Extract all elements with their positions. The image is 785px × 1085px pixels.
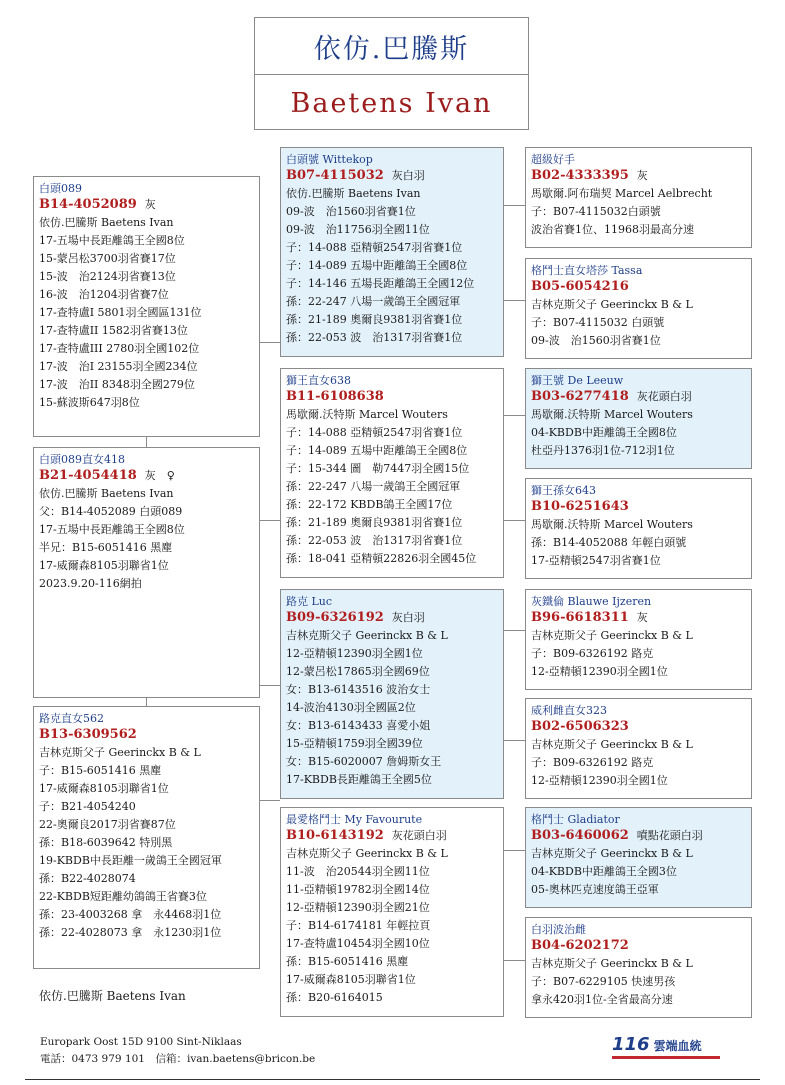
pedigree-detail-line: 吉林克斯父子 Geerinckx B & L [531, 298, 693, 311]
ring-number-row [531, 609, 746, 627]
pedigree-detail-line: 17-威爾森8105羽聯省1位 [39, 559, 169, 572]
pedigree-card-great-grandparent [525, 917, 752, 1018]
pedigree-detail-line: 22-KBDB短距離幼鴿鴿王省賽3位 [39, 890, 207, 903]
pedigree-detail-line: 09-波 治1560羽省賽1位 [531, 334, 661, 347]
pedigree-detail-line: 子：B21-4054240 [39, 800, 136, 813]
pedigree-detail-line: 孫：21-189 奧爾良9381羽省賽1位 [286, 516, 463, 529]
pedigree-detail-line: 子：B07-4115032 白頭號 [531, 316, 665, 329]
brand-logo [612, 1034, 722, 1056]
ring-number: B02-6506323 [531, 719, 629, 734]
ring-number-row [531, 718, 746, 736]
pigeon-name: 獅王孫女643 [531, 484, 596, 497]
pedigree-detail-line: 孫：B18-6039642 特別黑 [39, 836, 173, 849]
pedigree-detail-line: 05-奧林匹克速度鴿王亞軍 [531, 883, 659, 896]
pedigree-detail-line: 吉林克斯父子 Geerinckx B & L [286, 847, 448, 860]
pedigree-card-great-grandparent [525, 698, 752, 799]
pedigree-card-great-grandparent [525, 147, 752, 248]
pedigree-detail-line: 17-查特盧III 2780羽全國102位 [39, 342, 200, 355]
pedigree-detail-line: 17-亞精頓2547羽省賽1位 [531, 554, 661, 567]
ring-number-row [286, 827, 498, 845]
pigeon-name: 白羽波治雌 [531, 923, 586, 936]
pedigree-card-sire-sire [280, 147, 504, 357]
pedigree-detail-line: 16-波 治1204羽省賽7位 [39, 288, 169, 301]
pedigree-detail-line: 孫：18-041 亞精頓22826羽全國45位 [286, 552, 477, 565]
pedigree-detail-line: 吉林克斯父子 Geerinckx B & L [531, 738, 693, 751]
pedigree-detail-line: 17-波 治II 8348羽全國279位 [39, 378, 195, 391]
owner-latin-title: Baetens Ivan [290, 87, 493, 119]
pedigree-detail-line: 17-查特盧II 1582羽省賽13位 [39, 324, 188, 337]
pigeon-name: 灰鐵倫 Blauwe Ijzeren [531, 595, 652, 608]
connector-line [504, 520, 525, 521]
pedigree-detail-line: 杜亞丹1376羽1位-712羽1位 [531, 444, 675, 457]
pigeon-name: 獅王直女638 [286, 374, 351, 387]
pedigree-detail-line: 14-波治4130羽全國區2位 [286, 701, 416, 714]
pedigree-detail-line: 12-亞精頓12390羽全國1位 [531, 774, 668, 787]
pedigree-detail-line: 拿永420羽1位-全省最高分速 [531, 993, 673, 1006]
ring-number-row [531, 388, 746, 406]
pigeon-name: 威利雌直女323 [531, 704, 607, 717]
connector-line [260, 520, 280, 521]
pedigree-detail-line: 12-亞精頓12390羽全國21位 [286, 901, 430, 914]
pedigree-detail-line: 09-波 治1560羽省賽1位 [286, 205, 416, 218]
ring-number: B14-4052089 [39, 197, 137, 212]
pedigree-card-great-grandparent [525, 589, 752, 690]
pedigree-detail-line: 子：14-089 五場中距離鴿王全國8位 [286, 259, 468, 272]
pedigree-detail-line: 吉林克斯父子 Geerinckx B & L [531, 957, 693, 970]
ring-number-row [39, 467, 254, 485]
connector-line [146, 698, 147, 706]
pedigree-detail-line: 父：B14-4052089 白頭089 [39, 505, 183, 518]
ring-number: B02-4333395 [531, 168, 629, 183]
pedigree-detail-line: 女：B13-6143433 喜愛小姐 [286, 719, 431, 732]
pedigree-detail-line: 馬歇爾.阿布瑞契 Marcel Aelbrecht [531, 187, 713, 200]
ring-number: B03-6460062 [531, 828, 629, 843]
logo-text: 雲端血統 [653, 1039, 702, 1053]
footer-phone-email: 電話：0473 979 101 信箱：ivan.baetens@bricon.be [40, 1053, 316, 1065]
ring-number-row [531, 937, 746, 955]
pedigree-detail-line: 11-亞精頓19782羽全國14位 [286, 883, 430, 896]
pigeon-color: 灰 [636, 169, 648, 182]
ring-number-row [531, 827, 746, 845]
pedigree-detail-line: 波治省賽1位、11968羽最高分速 [531, 223, 694, 236]
ring-number-row [286, 388, 498, 406]
ring-number: B96-6618311 [531, 610, 629, 625]
pedigree-detail-line: 17-KBDB長距離鴿王全國5位 [286, 773, 432, 786]
pedigree-detail-line: 04-KBDB中距離鴿王全國8位 [531, 426, 677, 439]
pigeon-name: 白頭089直女418 [39, 453, 125, 466]
pedigree-detail-line: 17-五場中長距離鴿王全國8位 [39, 234, 185, 247]
pedigree-detail-line: 2023.9.20-116網拍 [39, 577, 142, 590]
pigeon-name: 白頭號 Wittekop [286, 153, 373, 166]
pigeon-name: 格鬥士 Gladiator [531, 813, 620, 826]
connector-line [260, 342, 280, 343]
pedigree-detail-line: 17-波 治I 23155羽全國234位 [39, 360, 198, 373]
pedigree-detail-line: 15-蘇波斯647羽8位 [39, 396, 140, 409]
pedigree-detail-line: 吉林克斯父子 Geerinckx B & L [39, 746, 201, 759]
pedigree-detail-line: 女：B13-6143516 波治女士 [286, 683, 431, 696]
pedigree-detail-line: 半兄：B15-6051416 黑塵 [39, 541, 173, 554]
pigeon-name: 路克直女562 [39, 712, 104, 725]
pedigree-detail-line: 子：B15-6051416 黑塵 [39, 764, 162, 777]
pedigree-detail-line: 女：B15-6020007 詹姆斯女王 [286, 755, 442, 768]
pedigree-detail-line: 11-波 治20544羽全國11位 [286, 865, 430, 878]
pedigree-card-great-grandparent [525, 368, 752, 469]
pedigree-card-great-grandparent [525, 258, 752, 359]
pedigree-card-great-grandparent [525, 807, 752, 908]
logo-underline [612, 1056, 720, 1059]
ring-number-row [39, 726, 254, 744]
pedigree-detail-line: 12-蒙呂松17865羽全國69位 [286, 665, 430, 678]
ring-number: B09-6326192 [286, 610, 384, 625]
pedigree-header [254, 17, 529, 130]
pedigree-detail-line: 子：15-344 圖 勒7447羽全國15位 [286, 462, 470, 475]
pedigree-detail-line: 22-奧爾良2017羽省賽87位 [39, 818, 176, 831]
connector-line [260, 685, 280, 686]
pedigree-detail-line: 子：B07-6229105 快速男孩 [531, 975, 676, 988]
footer-address: Europark Oost 15D 9100 Sint-Niklaas [40, 1036, 242, 1048]
pedigree-detail-line: 孫：23-4003268 拿 永4468羽1位 [39, 908, 222, 921]
ring-number-row [531, 278, 746, 296]
pedigree-detail-line: 孫：B22-4028074 [39, 872, 136, 885]
pigeon-name: 最愛格鬥士 My Favourute [286, 813, 423, 826]
pedigree-card-sire [33, 176, 260, 437]
connector-line [504, 740, 525, 741]
ring-number-row [39, 196, 254, 214]
pedigree-detail-line: 15-蒙呂松3700羽省賽17位 [39, 252, 176, 265]
ring-number: B05-6054216 [531, 279, 629, 294]
pedigree-detail-line: 孫：22-4028073 拿 永1230羽1位 [39, 926, 222, 939]
pigeon-color: 灰花頭白羽 [636, 390, 692, 403]
logo-number: 116 [612, 1034, 650, 1055]
pedigree-detail-line: 孫：22-172 KBDB鴿王全國17位 [286, 498, 453, 511]
pedigree-detail-line: 馬歇爾.沃特斯 Marcel Wouters [286, 408, 448, 421]
pigeon-name: 獅王號 De Leeuw [531, 374, 624, 387]
pedigree-detail-line: 15-波 治2124羽省賽13位 [39, 270, 176, 283]
connector-line [504, 630, 525, 631]
pedigree-detail-line: 馬歇爾.沃特斯 Marcel Wouters [531, 518, 693, 531]
ring-number: B07-4115032 [286, 168, 384, 183]
pedigree-detail-line: 孫：22-053 波 治1317羽省賽1位 [286, 331, 463, 344]
pigeon-name: 格鬥士直女塔莎 Tassa [531, 264, 643, 277]
pedigree-card-subject [33, 447, 260, 698]
pedigree-detail-line: 孫：B20-6164015 [286, 991, 383, 1004]
pedigree-detail-line: 孫：B15-6051416 黑塵 [286, 955, 409, 968]
pedigree-detail-line: 子：14-088 亞精頓2547羽省賽1位 [286, 241, 463, 254]
footer-divider [25, 1079, 760, 1080]
pedigree-detail-line: 子：B07-4115032白頭號 [531, 205, 661, 218]
ring-number-row [531, 498, 746, 516]
pedigree-detail-line: 孫：21-189 奧爾良9381羽省賽1位 [286, 313, 463, 326]
pedigree-card-dam [33, 706, 260, 969]
pigeon-color: 灰 [636, 611, 648, 624]
pigeon-color: 灰 [144, 198, 156, 211]
pigeon-color: 灰白羽 [391, 169, 425, 182]
pedigree-detail-line: 子：14-088 亞精頓2547羽省賽1位 [286, 426, 463, 439]
pedigree-detail-line: 馬歇爾.沃特斯 Marcel Wouters [531, 408, 693, 421]
pedigree-detail-line: 依仿.巴騰斯 Baetens Ivan [286, 187, 421, 200]
ring-number: B13-6309562 [39, 727, 137, 742]
pedigree-detail-line: 09-波 治11756羽全國11位 [286, 223, 430, 236]
pigeon-color: 灰白羽 [391, 611, 425, 624]
pedigree-card-dam-dam [280, 807, 504, 1017]
pedigree-detail-line: 15-亞精頓1759羽全國39位 [286, 737, 423, 750]
pigeon-name: 路克 Luc [286, 595, 333, 608]
connector-line [504, 300, 525, 301]
pedigree-detail-line: 子：B14-6174181 年輕拉頁 [286, 919, 431, 932]
ring-number: B21-4054418 [39, 468, 137, 483]
pigeon-name: 白頭089 [39, 182, 82, 195]
pedigree-detail-line: 19-KBDB中長距離一歲鴿王全國冠軍 [39, 854, 222, 867]
ring-number: B04-6202172 [531, 938, 629, 953]
pedigree-detail-line: 17-威爾森8105羽聯省1位 [39, 782, 169, 795]
pigeon-name: 超級好手 [531, 153, 575, 166]
ring-number: B11-6108638 [286, 389, 384, 404]
connector-line [504, 850, 525, 851]
pedigree-detail-line: 17-查特盧10454羽全國10位 [286, 937, 430, 950]
ring-number: B10-6251643 [531, 499, 629, 514]
pedigree-detail-line: 04-KBDB中距離鴿王全國3位 [531, 865, 677, 878]
pedigree-detail-line: 子：B09-6326192 路克 [531, 756, 654, 769]
footer-contact [40, 1034, 315, 1068]
connector-line [504, 415, 525, 416]
pigeon-color: 灰花頭白羽 [391, 829, 447, 842]
connector-line [146, 437, 147, 447]
owner-label: 依仿.巴騰斯 Baetens Ivan [39, 989, 186, 1003]
connector-line [504, 960, 525, 961]
pedigree-detail-line: 17-五場中長距離鴿王全國8位 [39, 523, 185, 536]
pedigree-detail-line: 孫：B14-4052088 年輕白頭號 [531, 536, 687, 549]
pedigree-detail-line: 17-威爾森8105羽聯省1位 [286, 973, 416, 986]
pedigree-detail-line: 依仿.巴騰斯 Baetens Ivan [39, 487, 174, 500]
pedigree-detail-line: 吉林克斯父子 Geerinckx B & L [531, 629, 693, 642]
ring-number-row [531, 167, 746, 185]
connector-line [260, 800, 280, 801]
pedigree-card-dam-sire [280, 589, 504, 799]
pedigree-card-great-grandparent [525, 478, 752, 579]
pedigree-detail-line: 孫：22-247 八場一歲鴿王全國冠軍 [286, 480, 461, 493]
ring-number-row [286, 609, 498, 627]
connector-line [504, 205, 525, 206]
pedigree-detail-line: 12-亞精頓12390羽全國1位 [531, 665, 668, 678]
pedigree-detail-line: 子：14-089 五場中距離鴿王全國8位 [286, 444, 468, 457]
pedigree-detail-line: 吉林克斯父子 Geerinckx B & L [531, 847, 693, 860]
pigeon-color: 灰 ♀ [144, 469, 175, 482]
pedigree-detail-line: 12-亞精頓12390羽全國1位 [286, 647, 423, 660]
pedigree-detail-line: 孫：22-247 八場一歲鴿王全國冠軍 [286, 295, 461, 308]
pedigree-detail-line: 子：B09-6326192 路克 [531, 647, 654, 660]
ring-number: B10-6143192 [286, 828, 384, 843]
ring-number: B03-6277418 [531, 389, 629, 404]
pedigree-detail-line: 子：14-146 五場長距離鴿王全國12位 [286, 277, 475, 290]
pigeon-color: 噴點花頭白羽 [636, 829, 703, 842]
pedigree-card-sire-dam [280, 368, 504, 578]
ring-number-row [286, 167, 498, 185]
pedigree-detail-line: 17-查特盧I 5801羽全國區131位 [39, 306, 202, 319]
pedigree-detail-line: 吉林克斯父子 Geerinckx B & L [286, 629, 448, 642]
pedigree-detail-line: 依仿.巴騰斯 Baetens Ivan [39, 216, 174, 229]
pedigree-detail-line: 孫：22-053 波 治1317羽省賽1位 [286, 534, 463, 547]
owner-chinese-title: 依仿.巴騰斯 [255, 18, 528, 75]
